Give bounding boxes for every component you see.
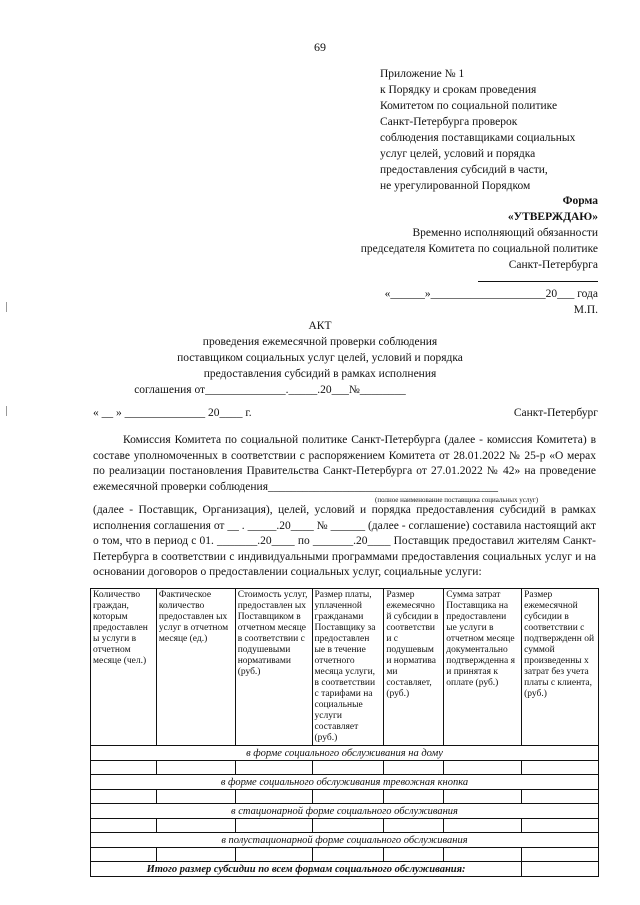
scan-edge-mark: [6, 302, 7, 312]
section-row: [91, 746, 599, 761]
section-title: в стационарной форме социального обслуживания: [91, 804, 599, 819]
column-header: Стоимость услуг, предоставлен ых Поставщиком в отчетном месяце в соответствии с подушевыми нормативами (руб.): [235, 589, 312, 746]
section-row: [91, 833, 599, 848]
form-label: Форма: [562, 195, 598, 207]
table-row: [91, 819, 599, 833]
act-date: « __ » ______________ 20____ г.: [93, 407, 252, 419]
table-header-row: [91, 589, 599, 746]
column-header: Размер ежемесячной субсидии в соответствии с подтвержденн ой суммой произведенны х затрат без учета платы с клиента, (руб.): [522, 589, 599, 746]
appendix-block: [380, 66, 630, 194]
appendix-line: предоставления субсидий в части,: [380, 164, 548, 176]
act-city: Санкт-Петербург: [513, 407, 598, 419]
section-row: [91, 804, 599, 819]
column-header: Размер ежемесячно й субсидии в соответстви и с подушевым и норматива ми составляет, (руб.): [384, 589, 444, 746]
subsidy-table: [90, 588, 599, 877]
section-row: [91, 775, 599, 790]
paragraph-1: Комиссия Комитета по социальной политике Санкт-Петербурга (далее - комиссия Комитета) в составе уполномоченных в соответствии с распоряжением Комитета от 28.01.2022 № 25-р «О мерах по реализации постановления Правительства Санкт-Петербурга от 27.01.2022 № 42» на проведение ежемесячной проверки соблюдения________________________________________: [93, 434, 596, 493]
appendix-line: соблюдения поставщиками социальных: [380, 132, 576, 144]
appendix-line: не урегулированной Порядком: [380, 180, 531, 192]
act-subtitle: поставщиком социальных услуг целей, условий и порядка: [177, 352, 463, 364]
total-value-cell: [522, 862, 599, 877]
act-agreement-line: соглашения от______________._____.20___№________: [134, 384, 406, 396]
column-header: Размер платы, уплаченной гражданами Поставщику за предоставлен ые в течение отчетного месяца услуги, в соответствии с тарифами на социальные услуги составляет (руб.): [312, 589, 384, 746]
page-number: 69: [314, 40, 326, 54]
approver-city: Санкт-Петербурга: [508, 259, 598, 271]
approver-position: Временно исполняющий обязанности: [412, 227, 598, 239]
appendix-title: Приложение № 1: [380, 68, 465, 80]
appendix-line: Комитетом по социальной политике: [380, 100, 558, 112]
signature-line: [478, 281, 598, 282]
table-row: [91, 761, 599, 775]
approval-heading: «УТВЕРЖДАЮ»: [507, 211, 598, 223]
paragraph-2: (далее - Поставщик, Организация), целей, условий и порядка предоставления субсидий в рамках исполнения соглашения от __ . _____.20____ № ______ (далее - соглашение) составила настоящий акт о том, что в период с 01. _______.20____ по _______.20____ Поставщик предоставил жителям Санкт-Петербурга в соответствии с индивидуальными программами предоставления социальных услуг и на основании договоров о предоставлении социальных услуг, социальные услуги:: [93, 504, 596, 578]
appendix-line: услуг целей, условий и порядка: [380, 148, 536, 160]
table-row: [91, 790, 599, 804]
column-header: Фактическое количество предоставлен ых услуг в отчетном месяце (ед.): [156, 589, 235, 746]
act-title: АКТ: [308, 320, 332, 332]
section-title: в форме социального обслуживания на дому: [91, 746, 599, 761]
total-row: [91, 862, 599, 877]
approval-date: «______»____________________20___ года: [384, 288, 598, 300]
appendix-line: к Порядку и срокам проведения: [380, 84, 537, 96]
section-title: в полустационарной форме социального обслуживания: [91, 833, 599, 848]
column-header: Сумма затрат Поставщика на предоставлени ые услуги в отчетном месяце документально подтвержденна я и принятая к оплате (руб.): [444, 589, 522, 746]
act-subtitle: проведения ежемесячной проверки соблюдения: [202, 336, 438, 348]
total-label: Итого размер субсидии по всем формам социального обслуживания:: [91, 862, 522, 877]
appendix-line: Санкт-Петербурга проверок: [380, 116, 518, 128]
footnote: (полное наименование поставщика социальных услуг): [375, 496, 539, 504]
column-header: Количество граждан, которым предоставлен ы услуги в отчетном месяце (чел.): [91, 589, 157, 746]
approver-position: председателя Комитета по социальной политике: [360, 243, 598, 255]
scan-edge-mark: [6, 406, 7, 416]
section-title: в форме социального обслуживания тревожная кнопка: [91, 775, 599, 790]
act-subtitle: предоставления субсидий в рамках исполнения: [203, 368, 437, 380]
table-row: [91, 848, 599, 862]
stamp-label: М.П.: [573, 304, 598, 316]
